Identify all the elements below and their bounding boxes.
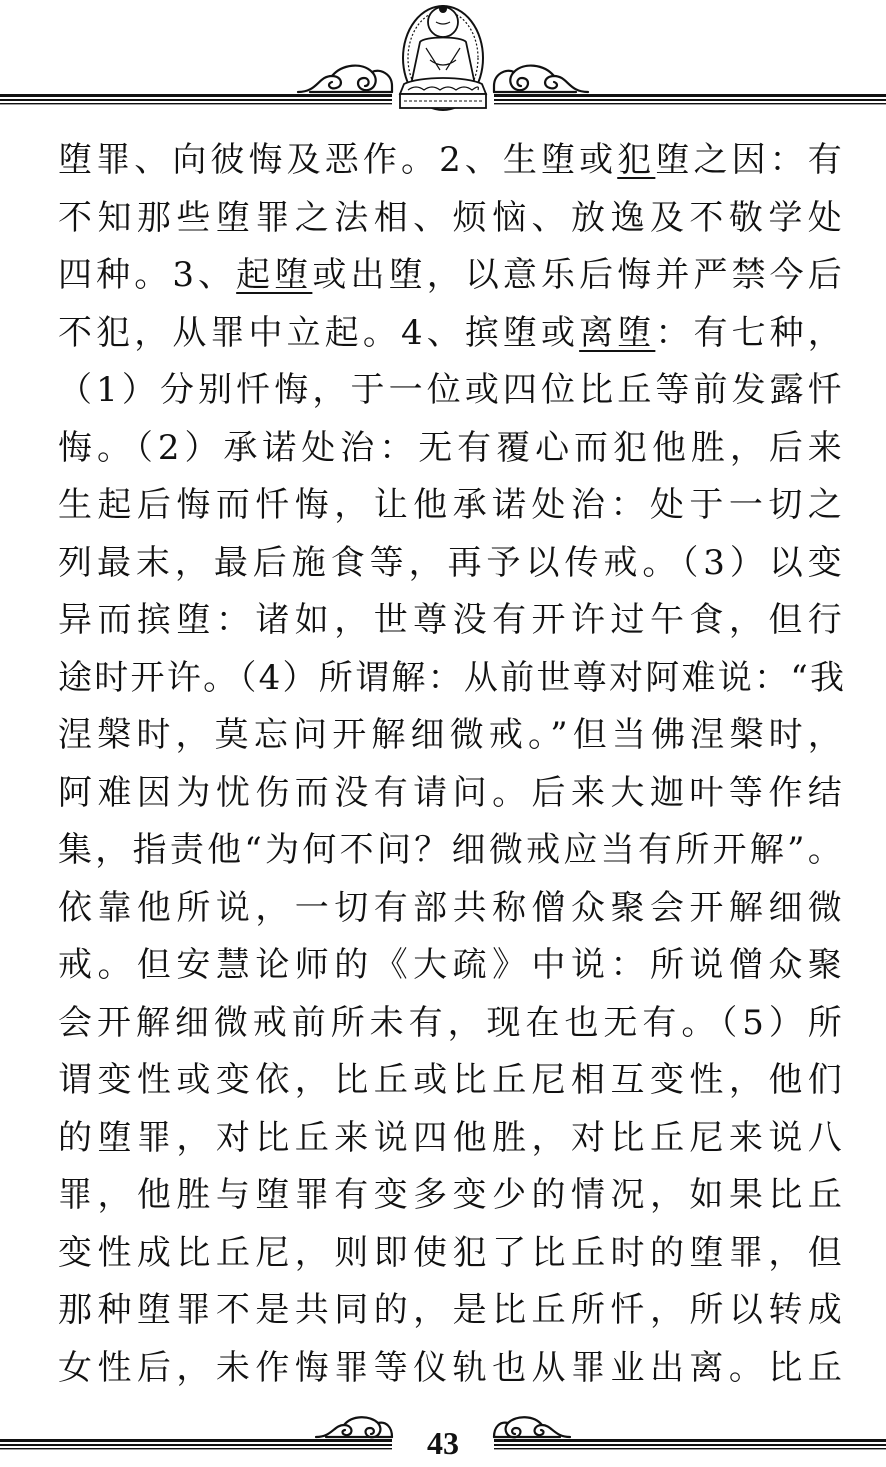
text-run: 堕之因：有 (655, 140, 844, 180)
text-line (58, 1340, 844, 1398)
cloud-scroll-icon (494, 66, 588, 92)
text-line (58, 535, 844, 593)
underlined-term: 离堕 (579, 312, 656, 353)
text-run: 谓变性或变依，比丘或比丘尼相互变性，他们 (58, 1060, 844, 1100)
text-run: 异而摈堕：诸如，世尊没有开许过午食，但行 (58, 600, 844, 640)
text-line (58, 362, 844, 420)
text-line (58, 880, 844, 938)
text-run: 戒。但安慧论师的《大疏》中说：所说僧众聚 (58, 945, 844, 985)
text-run: 会开解细微戒前所未有，现在也无有。（5）所 (58, 1002, 844, 1043)
text-line (58, 190, 844, 248)
text-run: （1）分别忏悔，于一位或四位比丘等前发露忏 (58, 370, 844, 410)
text-run: 阿难因为忧伤而没有请问。后来大迦叶等作结 (58, 772, 844, 813)
page-header (0, 0, 886, 120)
text-run: 堕罪、向彼悔及恶作。2、生堕或 (58, 140, 618, 180)
text-line (58, 132, 844, 190)
text-run: 或出堕，以意乐后悔并严禁今后 (312, 255, 844, 295)
text-run: 四种。3、 (58, 255, 237, 295)
seated-buddha-icon (400, 5, 486, 110)
header-rules (0, 0, 886, 120)
text-run: 的堕罪，对比丘来说四他胜，对比丘尼来说八 (58, 1117, 844, 1158)
text-line (58, 650, 844, 708)
text-run: 不知那些堕罪之法相、烦恼、放逸及不敬学处 (58, 197, 844, 238)
text-run: ：有七种， (655, 312, 844, 353)
text-run: 悔。（2）承诺处治：无有覆心而犯他胜，后来 (58, 427, 844, 468)
text-run: 生起后悔而忏悔，让他承诺处治：处于一切之 (58, 485, 844, 525)
body-text (58, 132, 844, 1397)
text-run: 罪，他胜与堕罪有变多变少的情况，如果比丘 (58, 1175, 844, 1215)
underlined-term: 犯 (617, 140, 656, 180)
text-line (58, 477, 844, 535)
text-line (58, 1167, 844, 1225)
text-run: 列最末，最后施食等，再予以传戒。（3）以变 (58, 542, 844, 583)
text-run: 集，指责他“为何不问？细微戒应当有所开解”。 (58, 830, 844, 870)
text-line (58, 592, 844, 650)
text-line (58, 707, 844, 765)
page-number: 43 (427, 1425, 459, 1461)
text-run: 涅槃时，莫忘问开解细微戒。”但当佛涅槃时， (58, 715, 844, 755)
text-run: 不犯，从罪中立起。4、摈堕或 (58, 312, 580, 353)
text-run: 变性成比丘尼，则即使犯了比丘时的堕罪，但 (58, 1232, 844, 1273)
text-line (58, 1052, 844, 1110)
text-line (58, 822, 844, 880)
cloud-scroll-icon (298, 66, 392, 92)
text-line (58, 1110, 844, 1168)
text-line (58, 1282, 844, 1340)
text-run: 女性后，未作悔罪等仪轨也从罪业出离。比丘 (58, 1347, 844, 1388)
text-run: 依靠他所说，一切有部共称僧众聚会开解细微 (58, 887, 844, 928)
text-line (58, 995, 844, 1053)
page-footer (0, 1405, 886, 1467)
text-line (58, 937, 844, 995)
text-line (58, 1225, 844, 1283)
text-line (58, 765, 844, 823)
text-run: 那种堕罪不是共同的，是比丘所忏，所以转成 (58, 1290, 844, 1330)
text-run: 途时开许。（4）所谓解：从前世尊对阿难说：“我 (58, 657, 844, 698)
text-line (58, 247, 844, 305)
text-line (58, 420, 844, 478)
text-line (58, 305, 844, 363)
underlined-term: 起堕 (236, 255, 313, 295)
